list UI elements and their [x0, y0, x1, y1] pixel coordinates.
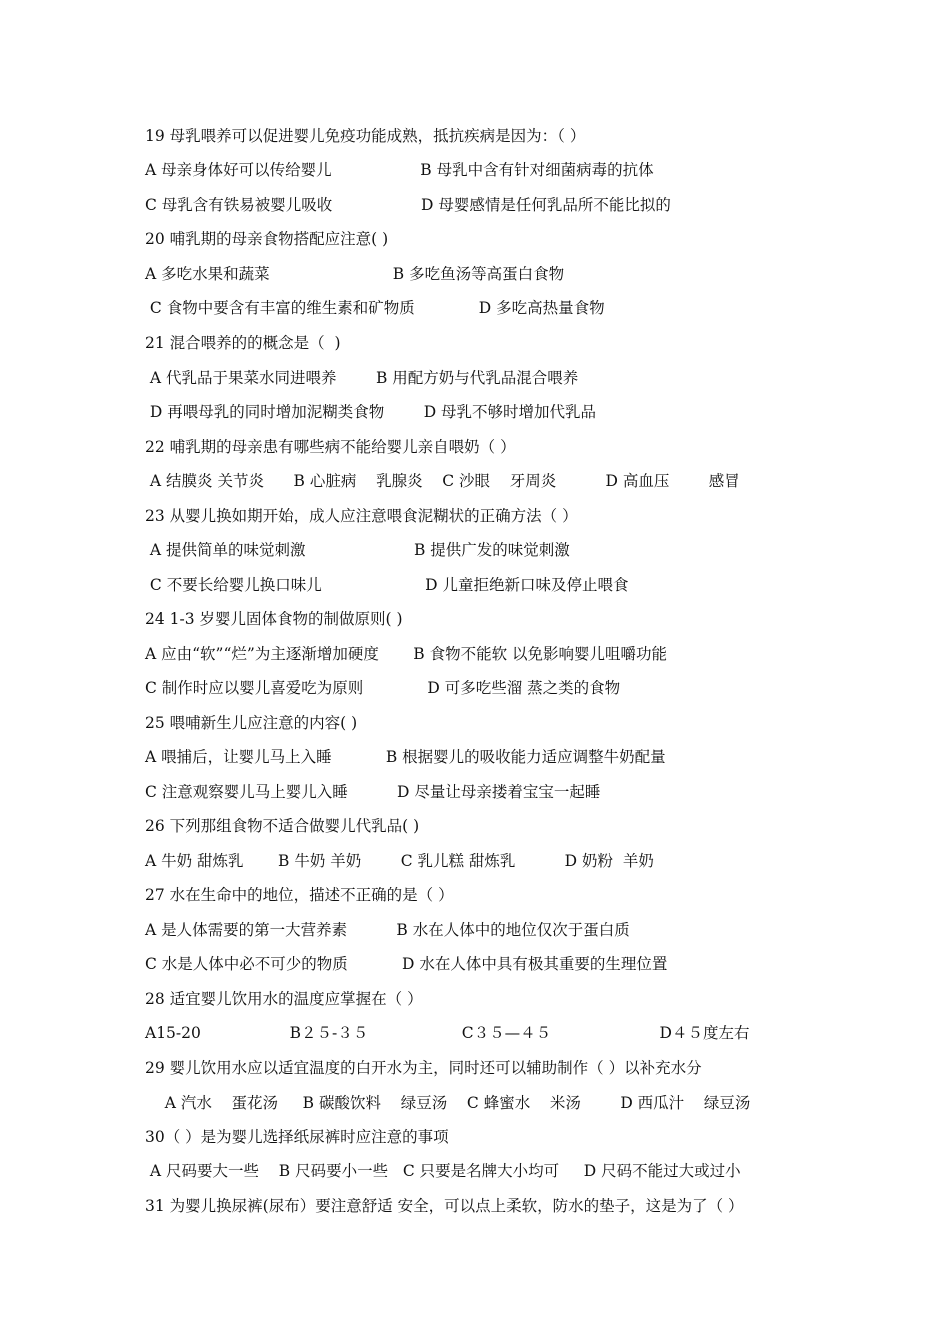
question-30: 30（ ）是为婴儿选择纸尿裤时应注意的事项: [145, 1128, 449, 1146]
question-28-options: A15-20 B２５-３５ C３５—４５ D４５度左右: [145, 1024, 750, 1042]
question-20-options-cd: C 食物中要含有丰富的维生素和矿物质 D 多吃高热量食物: [145, 299, 605, 317]
question-27-options-ab: A 是人体需要的第一大营养素 B 水在人体中的地位仅次于蛋白质: [145, 921, 630, 939]
question-24-options-ab: A 应由“软”“烂”为主逐渐增加硬度 B 食物不能软 以免影响婴儿咀嚼功能: [145, 645, 668, 663]
question-26: 26 下列那组食物不适合做婴儿代乳品( ): [145, 817, 420, 835]
question-29-options: A 汽水 蛋花汤 B 碳酸饮料 绿豆汤 C 蜂蜜水 米汤 D 西瓜汁 绿豆汤: [145, 1094, 751, 1112]
question-21: 21 混合喂养的的概念是（ ): [145, 334, 341, 352]
question-21-options-ab: A 代乳品于果菜水同进喂养 B 用配方奶与代乳品混合喂养: [145, 369, 579, 387]
question-19: 19 母乳喂养可以促进婴儿免疫功能成熟，抵抗疾病是因为：（ ）: [145, 127, 586, 145]
question-26-options: A 牛奶 甜炼乳 B 牛奶 羊奶 C 乳儿糕 甜炼乳 D 奶粉 羊奶: [145, 852, 654, 870]
question-19-options-ab: A 母亲身体好可以传给婴儿 B 母乳中含有针对细菌病毒的抗体: [145, 161, 654, 179]
question-24: 24 1-3 岁婴儿固体食物的制做原则( ): [145, 610, 403, 628]
question-23: 23 从婴儿换如期开始，成人应注意喂食泥糊状的正确方法（ ）: [145, 507, 578, 525]
question-25-options-cd: C 注意观察婴儿马上婴儿入睡 D 尽量让母亲搂着宝宝一起睡: [145, 783, 601, 801]
question-20-options-ab: A 多吃水果和蔬菜 B 多吃鱼汤等高蛋白食物: [145, 265, 565, 283]
question-25-options-ab: A 喂捕后，让婴儿马上入睡 B 根据婴儿的吸收能力适应调整牛奶配量: [145, 748, 666, 766]
question-27-options-cd: C 水是人体中必不可少的物质 D 水在人体中具有极其重要的生理位置: [145, 955, 668, 973]
question-25: 25 喂哺新生儿应注意的内容( ): [145, 714, 358, 732]
question-29: 29 婴儿饮用水应以适宜温度的白开水为主，同时还可以辅助制作（ ）以补充水分: [145, 1059, 702, 1077]
question-20: 20 哺乳期的母亲食物搭配应注意( ): [145, 230, 389, 248]
question-21-options-cd: D 再喂母乳的同时增加泥糊类食物 D 母乳不够时增加代乳品: [145, 403, 597, 421]
question-23-options-ab: A 提供简单的味觉刺激 B 提供广发的味觉刺激: [145, 541, 570, 559]
question-22: 22 哺乳期的母亲患有哪些病不能给婴儿亲自喂奶（ ）: [145, 438, 516, 456]
question-27: 27 水在生命中的地位，描述不正确的是（ ）: [145, 886, 454, 904]
question-24-options-cd: C 制作时应以婴儿喜爱吃为原则 D 可多吃些溜 蒸之类的食物: [145, 679, 621, 697]
question-23-options-cd: C 不要长给婴儿换口味儿 D 儿童拒绝新口味及停止喂食: [145, 576, 629, 594]
question-22-options: A 结膜炎 关节炎 B 心脏病 乳腺炎 C 沙眼 牙周炎 D 高血压 感冒: [145, 472, 740, 490]
question-30-options: A 尺码要大一些 B 尺码要小一些 C 只要是名牌大小均可 D 尺码不能过大或过小: [145, 1162, 741, 1180]
question-19-options-cd: C 母乳含有铁易被婴儿吸收 D 母婴感情是任何乳品所不能比拟的: [145, 196, 671, 214]
question-28: 28 适宜婴儿饮用水的温度应掌握在（ ）: [145, 990, 423, 1008]
question-31: 31 为婴儿换尿裤(尿布）要注意舒适 安全，可以点上柔软，防水的垫子，这是为了（ ）: [145, 1197, 744, 1215]
